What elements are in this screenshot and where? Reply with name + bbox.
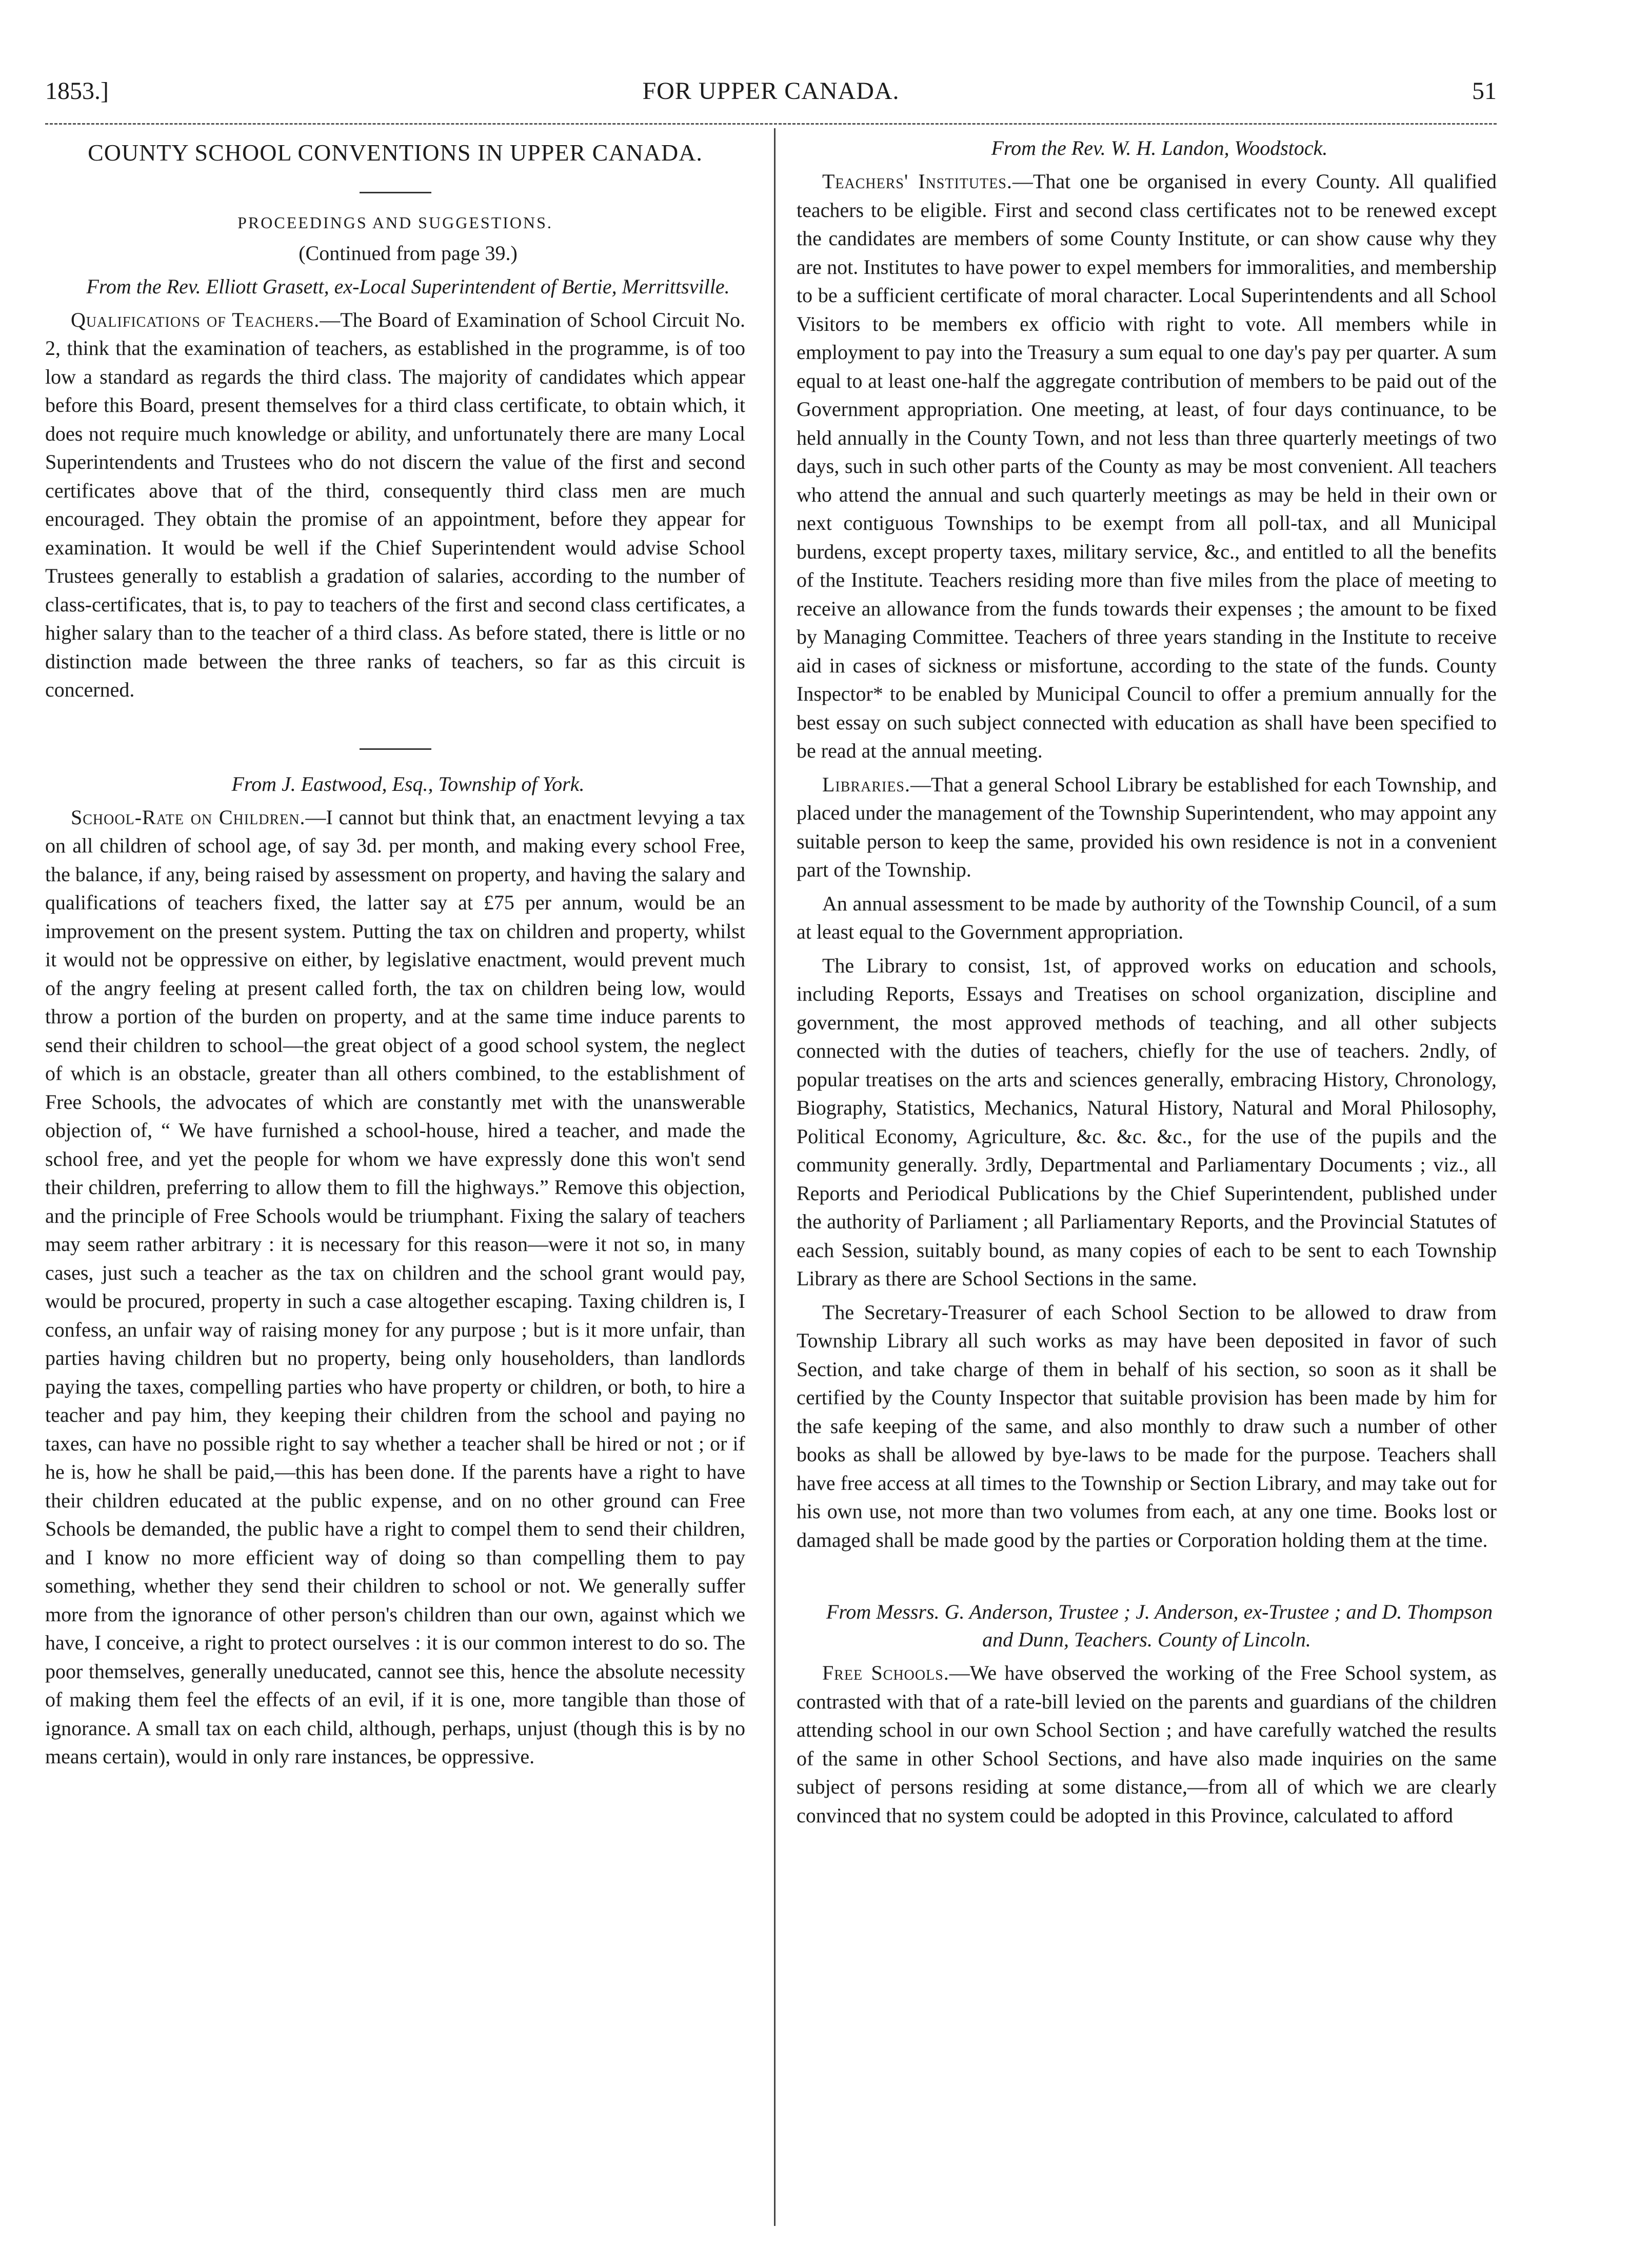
text-libraries: —That a general School Library be established for each Township, and placed under the management of the Township Superintendent, who may appoint any suitable person to keep the same, provided his own residence is not in a convenient part of the Township. [797,772,1497,881]
text-qualifications: —The Board of Examination of School Circuit No. 2, think that the examination of teachers, as established in the programme, is of too low a standard as regards the third class. The majority of candidates which appear before this Board, present themselves for a third class certificate, to obtain which, it does not require much knowledge or ability, and unfortunately there are many Local Superintendents and Trustees who do not discern the value of the first and second certificates above that of the third, consequently third class men are much encouraged. They obtain the promise of an appointment, before they appear for examination. It would be well if the Chief Superintendent would advise School Trustees generally to establish a gradation of salaries, according to the number of class-certificates, that is, to pay to teachers of the first and second class certificates, a higher salary than to the teacher of a third class. As before stated, there is little or no distinction made between the three ranks of teachers, so far as this circuit is concerned. [45,308,745,701]
text-school-rate: —I cannot but think that, an enactment levying a tax on all children of school age, of say 3d. per month, and making every school Free, the balance, if any, being raised by assessment on property, and having the salary and qualifications of teachers fixed, the latter say at £75 per annum, would be an improvement on the present system. Putting the tax on children and property, whilst it would not be oppressive on either, by legislative enactment, would prevent much of the angry feeling at present called forth, the tax on children being low, would throw a portion of the burden on property, and at the same time induce parents to send their children to school—the great object of a good school system, the neglect of which is an obstacle, greater than all others combined, to the establishment of Free Schools, the advocates of which are constantly met with the unanswerable objection of, “ We have furnished a school-house, hired a teacher, and made the school free, and yet the people for whom we have expressly done this won't send their children, preferring to allow them to fill the highways.” Remove this objection, and the principle of Free Schools would be triumphant. Fixing the salary of teachers may seem rather arbitrary : it is necessary for this reason—were it not so, in many cases, just such a teacher as the tax on children and the school grant would pay, would be procured, property in such a case altogether escaping. Taxing children is, I confess, an unfair way of raising money for any purpose ; but is it more unfair, than parties having children but no property, being only householders, than landlords paying the taxes, compelling parties who have property or children, or both, to hire a teacher and pay him, they keeping their children from the school and paying no taxes, can have no possible right to say whether a teacher shall be hired or not ; or if he is, how he shall be paid,—this has been done. If the parents have a right to have their children educated at the public expense, and on no other ground can Free Schools be demanded, the public have a right to compel them to send their children, and I know no more efficient way of doing so than compelling them to pay something, whether they send their children to school or not. We generally suffer more from the ignorance of other person's children than our own, against which we have, I conceive, a right to protect ourselves : it is our common interest to do so. The poor themselves, generally uneducated, cannot see this, hence the absolute necessity of making them feel the effects of an evil, if it is one, more tangible than those of ignorance. A small tax on each child, although, perhaps, unjust (though this is by no means certain), would in only rare instances, be oppressive. [45,805,745,1768]
page-header [45,77,1497,113]
text-free-schools: —We have observed the working of the Free School system, as contrasted with that of a rate-bill levied on the parents and guardians of the children attending school in our own School Section ; and have carefully watched the results of the same in other School Sections, and have also made inquiries on the same subject of persons residing at some distance,—from all of which we are clearly convinced that no system could be adopted in this Province, calculated to afford [797,1661,1497,1827]
paragraph-school-rate [45,803,745,1771]
source-anderson: From Messrs. G. Anderson, Trustee ; J. Anderson, ex-Trustee ; and D. Thompson and Dunn, Teachers. County of Lincoln. [826,1600,1493,1651]
lead-school-rate: School-Rate on Children. [71,805,306,829]
source-grasett: From the Rev. Elliott Grasett, ex-Local Superintendent of Bertie, Merrittsville. [86,274,730,298]
text-institutes: —That one be organised in every County. All qualified teachers to be eligible. First and second class certificates not to be renewed except the candidates are members of some County Institute, or can show cause why they are not. Institutes to have power to expel members for immoralities, and membership to be a sufficient certificate of moral character. Local Superintendents and all School Visitors to be members ex officio with right to vote. All members while in employment to pay into the Treasury a sum equal to one day's pay per quarter. A sum equal to at least one-half the aggregate contribution of members to be paid out of the Government appropriation. One meeting, at least, of four days continuance, to be held annually in the County Town, and not less than three quarterly meetings of two days, such in such other parts of the County as may be most convenient. All teachers who attend the annual and such quarterly meetings as may be held in their own or next contiguous Townships to be exempt from all poll-tax, and all Municipal burdens, except property taxes, military service, &c., and entitled to all the benefits of the Institute. Teachers residing more than five miles from the place of meeting to receive an allowance from the funds towards their expenses ; the amount to be fixed by Managing Committee. Teachers of three years standing in the Institute to receive aid in cases of sickness or misfortune, according to the state of the funds. County Inspector* to be enabled by Municipal Council to offer a premium annually for the best essay on such subject connected with education as shall have been specified to be read at the annual meeting. [797,170,1497,762]
paragraph-libraries [797,770,1497,884]
paragraph-free-schools [797,1659,1497,1829]
article-title: COUNTY SCHOOL CONVENTIONS IN UPPER CANADA. [88,140,703,166]
paragraph-institutes [797,167,1497,765]
right-column [797,134,1497,2227]
page-number: 51 [1472,77,1497,105]
header-year: 1853.] [45,77,109,105]
paragraph-secretary: The Secretary-Treasurer of each School Section to be allowed to draw from Township Library all such works as may have been deposited in favor of such Section, and take charge of them in behalf of his section, so soon as it shall be certified by the County Inspector that suitable provision has been made by him for the safe keeping of the same, and also monthly to draw such a number of other books as shall be allowed by bye-laws to be made for the purpose. Teachers shall have free access at all times to the Township or Section Library, and may take out for his own use, not more than two volumes from each, at any one time. Books lost or damaged shall be made good by the parties or Corporation holding them at the time. [797,1300,1497,1551]
continued-note: (Continued from page 39.) [299,242,518,265]
section-rule [360,748,431,750]
column-divider [774,128,776,2226]
subheading: PROCEEDINGS AND SUGGESTIONS. [237,213,553,232]
paragraph-assessment: An annual assessment to be made by authority of the Township Council, of a sum at least equal to the Government appropriation. [797,891,1497,943]
paragraph-qualifications [45,306,745,704]
lead-qualifications: Qualifications of Teachers. [71,308,320,331]
left-column [45,134,745,2227]
running-title: FOR UPPER CANADA. [642,77,900,105]
title-rule [360,192,431,193]
source-eastwood: From J. Eastwood, Esq., Township of York. [231,772,585,795]
paragraph-library-contents: The Library to consist, 1st, of approved works on education and schools, including Reports, Essays and Treatises on school organization, discipline and government, the most approved methods of teaching, and all other subjects connected with the duties of teachers, chiefly for the use of teachers. 2ndly, of popular treatises on the arts and sciences generally, embracing History, Chronology, Biography, Statistics, Mechanics, Natural History, Natural and Moral Philosophy, Political Economy, Agriculture, &c. &c. &c., for the use of the pupils and the community generally. 3rdly, Departmental and Parliamentary Documents ; viz., all Reports and Periodical Publications by the Chief Superintendent, published under the authority of Parliament ; all Parliamentary Reports, and the Provincial Statutes of each Session, suitably bound, as many copies of each to be sent to each Township Library as there are School Sections in the same. [797,953,1497,1290]
lead-institutes: Teachers' Institutes. [822,170,1012,193]
lead-libraries: Libraries. [822,772,911,796]
lead-free-schools: Free Schools. [822,1661,949,1684]
header-rule [45,123,1497,125]
source-landon: From the Rev. W. H. Landon, Woodstock. [991,136,1328,160]
